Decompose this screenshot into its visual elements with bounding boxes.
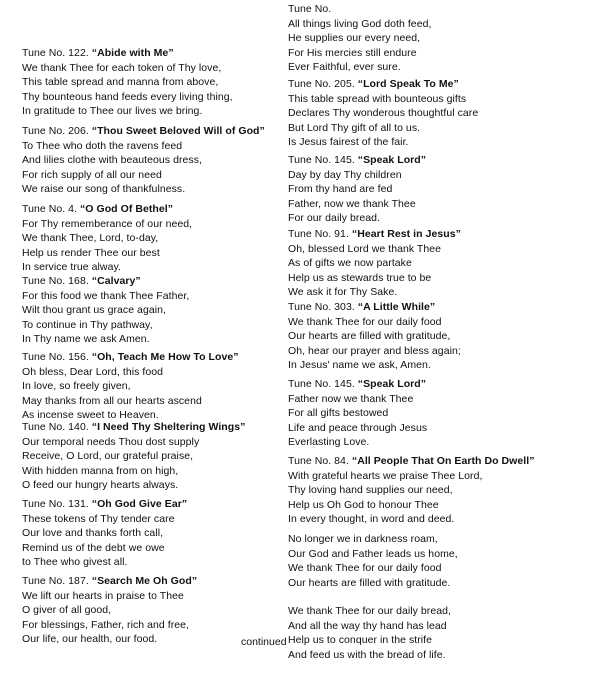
tune-number: Tune No. 84.	[288, 455, 349, 467]
stanza	[288, 604, 598, 662]
stanza-heading	[288, 300, 598, 315]
verse-line: Help us as stewards true to be	[288, 271, 432, 284]
verse-line: We thank Thee, Lord, to-day,	[22, 232, 159, 244]
verse-line: As incense sweet to Heaven.	[22, 409, 159, 421]
stanza-heading	[288, 454, 598, 469]
tune-number: Tune No. 140.	[22, 421, 89, 433]
hymn-title: “O God Of Bethel”	[80, 203, 174, 215]
hymn-title: “Thou Sweet Beloved Will of God”	[91, 125, 265, 137]
verse-line: We raise our song of thankfulness.	[22, 183, 186, 195]
hymn-title: “A Little While”	[357, 301, 436, 313]
tune-number: Tune No. 122.	[22, 47, 89, 59]
verse-line: Day by day Thy children	[288, 168, 402, 181]
stanza-heading	[288, 227, 598, 242]
verse-line: We thank Thee for our daily food	[288, 562, 442, 574]
stanza-heading	[22, 202, 312, 217]
verse-line: to Thee who givest all.	[22, 556, 128, 568]
hymn-title: “Speak Lord”	[357, 154, 427, 166]
hymn-title: “Lord Speak To Me”	[357, 78, 459, 90]
verse-line: May thanks from all our hearts ascend	[22, 394, 202, 407]
stanza-heading	[22, 124, 312, 139]
verse-line: In Thy name we ask Amen.	[22, 333, 150, 345]
hymn-title: “Calvary”	[91, 275, 141, 287]
verse-line: Receive, O Lord, our grateful praise,	[22, 450, 194, 462]
hymn-title: “Search Me Oh God”	[91, 575, 198, 587]
verse-line: This table spread and manna from above,	[22, 76, 219, 88]
verse-line: All things living God doth feed,	[288, 17, 432, 30]
stanza-heading	[22, 274, 312, 289]
verse-line: O giver of all good,	[22, 604, 112, 616]
tune-number: Tune No. 206.	[22, 125, 89, 137]
verse-line: For His mercies still endure	[288, 46, 417, 59]
verse-line: Declares Thy wonderous thoughtful care	[288, 107, 479, 119]
verse-line: To continue in Thy pathway,	[22, 318, 153, 331]
tune-number: Tune No. 168.	[22, 275, 89, 287]
tune-number: Tune No. 205.	[288, 78, 355, 90]
verse-line: Oh, blessed Lord we thank Thee	[288, 242, 442, 255]
stanza	[288, 77, 598, 150]
stanza	[22, 497, 312, 570]
hymn-title: “Speak Lord”	[357, 378, 427, 390]
stanza-heading	[22, 420, 312, 435]
tune-number: Tune No. 145.	[288, 154, 355, 166]
verse-line: Our God and Father leads us home,	[288, 547, 458, 560]
verse-line: Oh bless, Dear Lord, this food	[22, 365, 163, 378]
verse-line: Tune No.	[288, 3, 332, 15]
stanza-heading	[288, 77, 598, 92]
verse-line: In Jesus' name we ask, Amen.	[288, 359, 431, 371]
verse-line: Father, now we thank Thee	[288, 197, 416, 210]
stanza	[288, 377, 598, 450]
verse-line: Remind us of the debt we owe	[22, 541, 165, 554]
verse-line: Thy loving hand supplies our need,	[288, 484, 453, 496]
stanza	[22, 124, 312, 197]
stanza	[288, 227, 598, 300]
tune-number: Tune No. 156.	[22, 351, 89, 363]
stanza-heading	[22, 574, 312, 589]
verse-line: Our temporal needs Thou dost supply	[22, 435, 200, 448]
verse-line: No longer we in darkness roam,	[288, 533, 438, 545]
verse-line: We thank Thee for each token of Thy love,	[22, 61, 222, 74]
verse-line: As of gifts we now partake	[288, 257, 412, 269]
verse-line: And lilies clothe with beauteous dress,	[22, 154, 202, 166]
verse-line: Ever Faithful, ever sure.	[288, 61, 401, 73]
verse-line: Oh, hear our prayer and bless again;	[288, 344, 461, 357]
hymn-title: “Heart Rest in Jesus”	[351, 228, 461, 240]
verse-line: We ask it for Thy Sake.	[288, 286, 398, 298]
verse-line: With hidden manna from on high,	[22, 464, 179, 477]
stanza-heading	[288, 153, 598, 168]
stanza	[22, 46, 312, 119]
stanza	[288, 2, 598, 75]
verse-line: O feed our hungry hearts always.	[22, 479, 179, 491]
verse-line: And feed us with the bread of life.	[288, 648, 446, 661]
stanza	[288, 454, 598, 527]
continued-note: continued	[241, 636, 287, 648]
verse-line: But Lord Thy gift of all to us.	[288, 121, 421, 134]
hymn-title: “Oh, Teach Me How To Love”	[91, 351, 239, 363]
verse-line: For all gifts bestowed	[288, 407, 389, 419]
stanza	[22, 350, 312, 423]
stanza-heading	[22, 46, 312, 61]
hymn-title: “Oh God Give Ear”	[91, 498, 188, 510]
verse-line: Help us to conquer in the strife	[288, 634, 433, 646]
verse-line: He supplies our every need,	[288, 32, 421, 44]
verse-line: For blessings, Father, rich and free,	[22, 618, 190, 631]
verse-line: In love, so freely given,	[22, 380, 131, 392]
tune-number: Tune No. 131.	[22, 498, 89, 510]
hymn-title: “All People That On Earth Do Dwell”	[351, 455, 535, 467]
verse-line: In every thought, in word and deed.	[288, 513, 455, 525]
hymn-title: “I Need Thy Sheltering Wings”	[91, 421, 246, 433]
stanza	[288, 532, 598, 590]
verse-line: From thy hand are fed	[288, 183, 393, 195]
verse-line: In gratitude to Thee our lives we bring.	[22, 105, 203, 117]
verse-line: Is Jesus fairest of the fair.	[288, 136, 409, 148]
verse-line: Our hearts are filled with gratitude,	[288, 330, 451, 342]
verse-line: Our hearts are filled with gratitude.	[288, 576, 451, 589]
tune-number: Tune No. 145.	[288, 378, 355, 390]
verse-line: This table spread with bounteous gifts	[288, 92, 467, 105]
tune-number: Tune No. 303.	[288, 301, 355, 313]
verse-line: Our life, our health, our food.	[22, 633, 158, 645]
verse-line: Our love and thanks forth call,	[22, 527, 164, 539]
stanza	[22, 420, 312, 493]
stanza	[22, 274, 312, 347]
verse-line: We lift our hearts in praise to Thee	[22, 589, 184, 602]
stanza-heading	[288, 377, 598, 392]
tune-number: Tune No. 187.	[22, 575, 89, 587]
verse-line: We thank Thee for our daily food	[288, 315, 442, 328]
verse-line: Wilt thou grant us grace again,	[22, 304, 166, 316]
verse-line: These tokens of Thy tender care	[22, 512, 175, 525]
stanza	[288, 153, 598, 226]
verse-line: We thank Thee for our daily bread,	[288, 605, 451, 617]
stanza-heading	[22, 350, 312, 365]
verse-line: For rich supply of all our need	[22, 168, 162, 181]
verse-line: Help us Oh God to honour Thee	[288, 498, 439, 511]
verse-line: In service true alway.	[22, 261, 121, 273]
verse-line: For this food we thank Thee Father,	[22, 289, 190, 302]
verse-line: For our daily bread.	[288, 212, 381, 224]
tune-number: Tune No. 91.	[288, 228, 349, 240]
hymn-title: “Abide with Me”	[91, 47, 174, 59]
stanza	[22, 202, 312, 275]
stanza-heading	[22, 497, 312, 512]
verse-line: Thy bounteous hand feeds every living thing,	[22, 90, 233, 103]
verse-line: Everlasting Love.	[288, 436, 370, 448]
verse-line: For Thy rememberance of our need,	[22, 217, 193, 230]
verse-line: Father now we thank Thee	[288, 392, 414, 405]
verse-line: To Thee who doth the ravens feed	[22, 139, 183, 152]
verse-line: And all the way thy hand has lead	[288, 619, 447, 632]
tune-number: Tune No. 4.	[22, 203, 78, 215]
stanza	[288, 300, 598, 373]
verse-line: Life and peace through Jesus	[288, 421, 428, 434]
verse-line: With grateful hearts we praise Thee Lord,	[288, 469, 483, 482]
verse-line: Help us render Thee our best	[22, 246, 160, 259]
